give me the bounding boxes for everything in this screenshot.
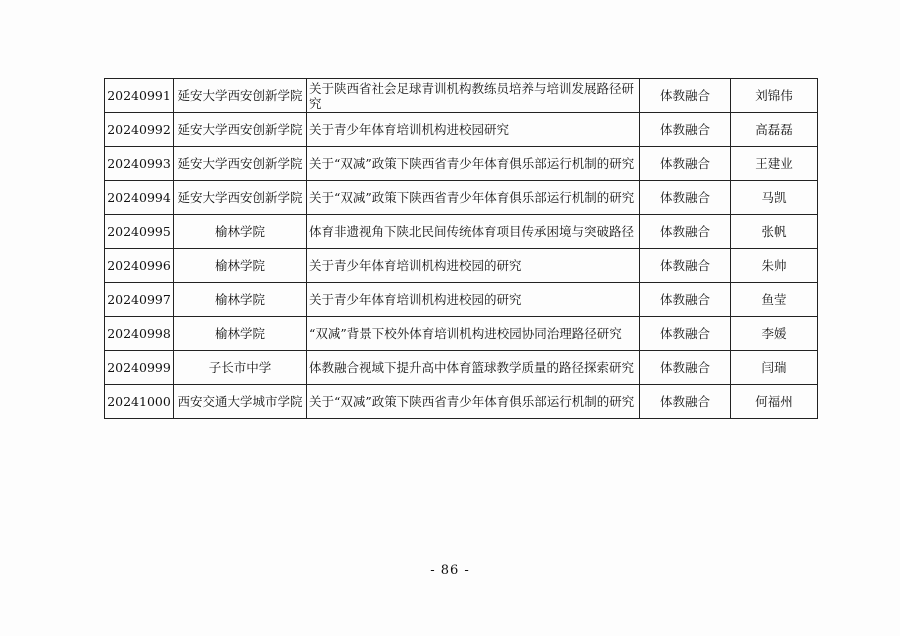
table-row: [105, 215, 818, 249]
category-cell: 体教融合: [640, 79, 731, 113]
institution-cell: 延安大学西安创新学院: [174, 79, 307, 113]
category-cell: 体教融合: [640, 317, 731, 351]
table-row: [105, 283, 818, 317]
table-row: [105, 181, 818, 215]
person-cell: 马凯: [731, 181, 818, 215]
project-title-cell: 关于“双减”政策下陕西省青少年体育俱乐部运行机制的研究: [307, 147, 640, 181]
project-id-cell: 20240997: [105, 283, 174, 317]
institution-cell: 榆林学院: [174, 283, 307, 317]
project-id-cell: 20240995: [105, 215, 174, 249]
table-row: [105, 249, 818, 283]
category-cell: 体教融合: [640, 351, 731, 385]
project-id-cell: 20240994: [105, 181, 174, 215]
project-id-cell: 20240998: [105, 317, 174, 351]
project-title-cell: 关于“双减”政策下陕西省青少年体育俱乐部运行机制的研究: [307, 385, 640, 419]
table-body: [105, 79, 818, 419]
institution-cell: 西安交通大学城市学院: [174, 385, 307, 419]
page-number: - 86 -: [430, 563, 470, 578]
project-id-cell: 20240992: [105, 113, 174, 147]
person-cell: 高磊磊: [731, 113, 818, 147]
institution-cell: 子长市中学: [174, 351, 307, 385]
table-row: [105, 79, 818, 113]
project-id-cell: 20240999: [105, 351, 174, 385]
project-id-cell: 20240991: [105, 79, 174, 113]
project-title-cell: 关于青少年体育培训机构进校园的研究: [307, 283, 640, 317]
table-row: [105, 317, 818, 351]
project-title-cell: “双减”背景下校外体育培训机构进校园协同治理路径研究: [307, 317, 640, 351]
person-cell: 闫瑞: [731, 351, 818, 385]
project-id-cell: 20241000: [105, 385, 174, 419]
category-cell: 体教融合: [640, 147, 731, 181]
institution-cell: 延安大学西安创新学院: [174, 113, 307, 147]
project-title-cell: 体育非遗视角下陕北民间传统体育项目传承困境与突破路径: [307, 215, 640, 249]
institution-cell: 榆林学院: [174, 317, 307, 351]
table-row: [105, 147, 818, 181]
institution-cell: 延安大学西安创新学院: [174, 147, 307, 181]
project-title-cell: 关于“双减”政策下陕西省青少年体育俱乐部运行机制的研究: [307, 181, 640, 215]
institution-cell: 榆林学院: [174, 249, 307, 283]
project-id-cell: 20240996: [105, 249, 174, 283]
project-list-table: [104, 78, 818, 419]
institution-cell: 榆林学院: [174, 215, 307, 249]
category-cell: 体教融合: [640, 181, 731, 215]
person-cell: 鱼莹: [731, 283, 818, 317]
project-title-cell: 关于青少年体育培训机构进校园的研究: [307, 249, 640, 283]
category-cell: 体教融合: [640, 249, 731, 283]
person-cell: 李媛: [731, 317, 818, 351]
project-title-cell: 关于青少年体育培训机构进校园研究: [307, 113, 640, 147]
project-title-cell: 关于陕西省社会足球青训机构教练员培养与培训发展路径研究: [307, 79, 640, 113]
table-row: [105, 385, 818, 419]
category-cell: 体教融合: [640, 215, 731, 249]
project-title-cell: 体教融合视域下提升高中体育篮球教学质量的路径探索研究: [307, 351, 640, 385]
project-id-cell: 20240993: [105, 147, 174, 181]
category-cell: 体教融合: [640, 113, 731, 147]
person-cell: 王建业: [731, 147, 818, 181]
person-cell: 张帆: [731, 215, 818, 249]
table-row: [105, 113, 818, 147]
category-cell: 体教融合: [640, 385, 731, 419]
person-cell: 朱帅: [731, 249, 818, 283]
person-cell: 刘锦伟: [731, 79, 818, 113]
table-row: [105, 351, 818, 385]
person-cell: 何福州: [731, 385, 818, 419]
institution-cell: 延安大学西安创新学院: [174, 181, 307, 215]
category-cell: 体教融合: [640, 283, 731, 317]
